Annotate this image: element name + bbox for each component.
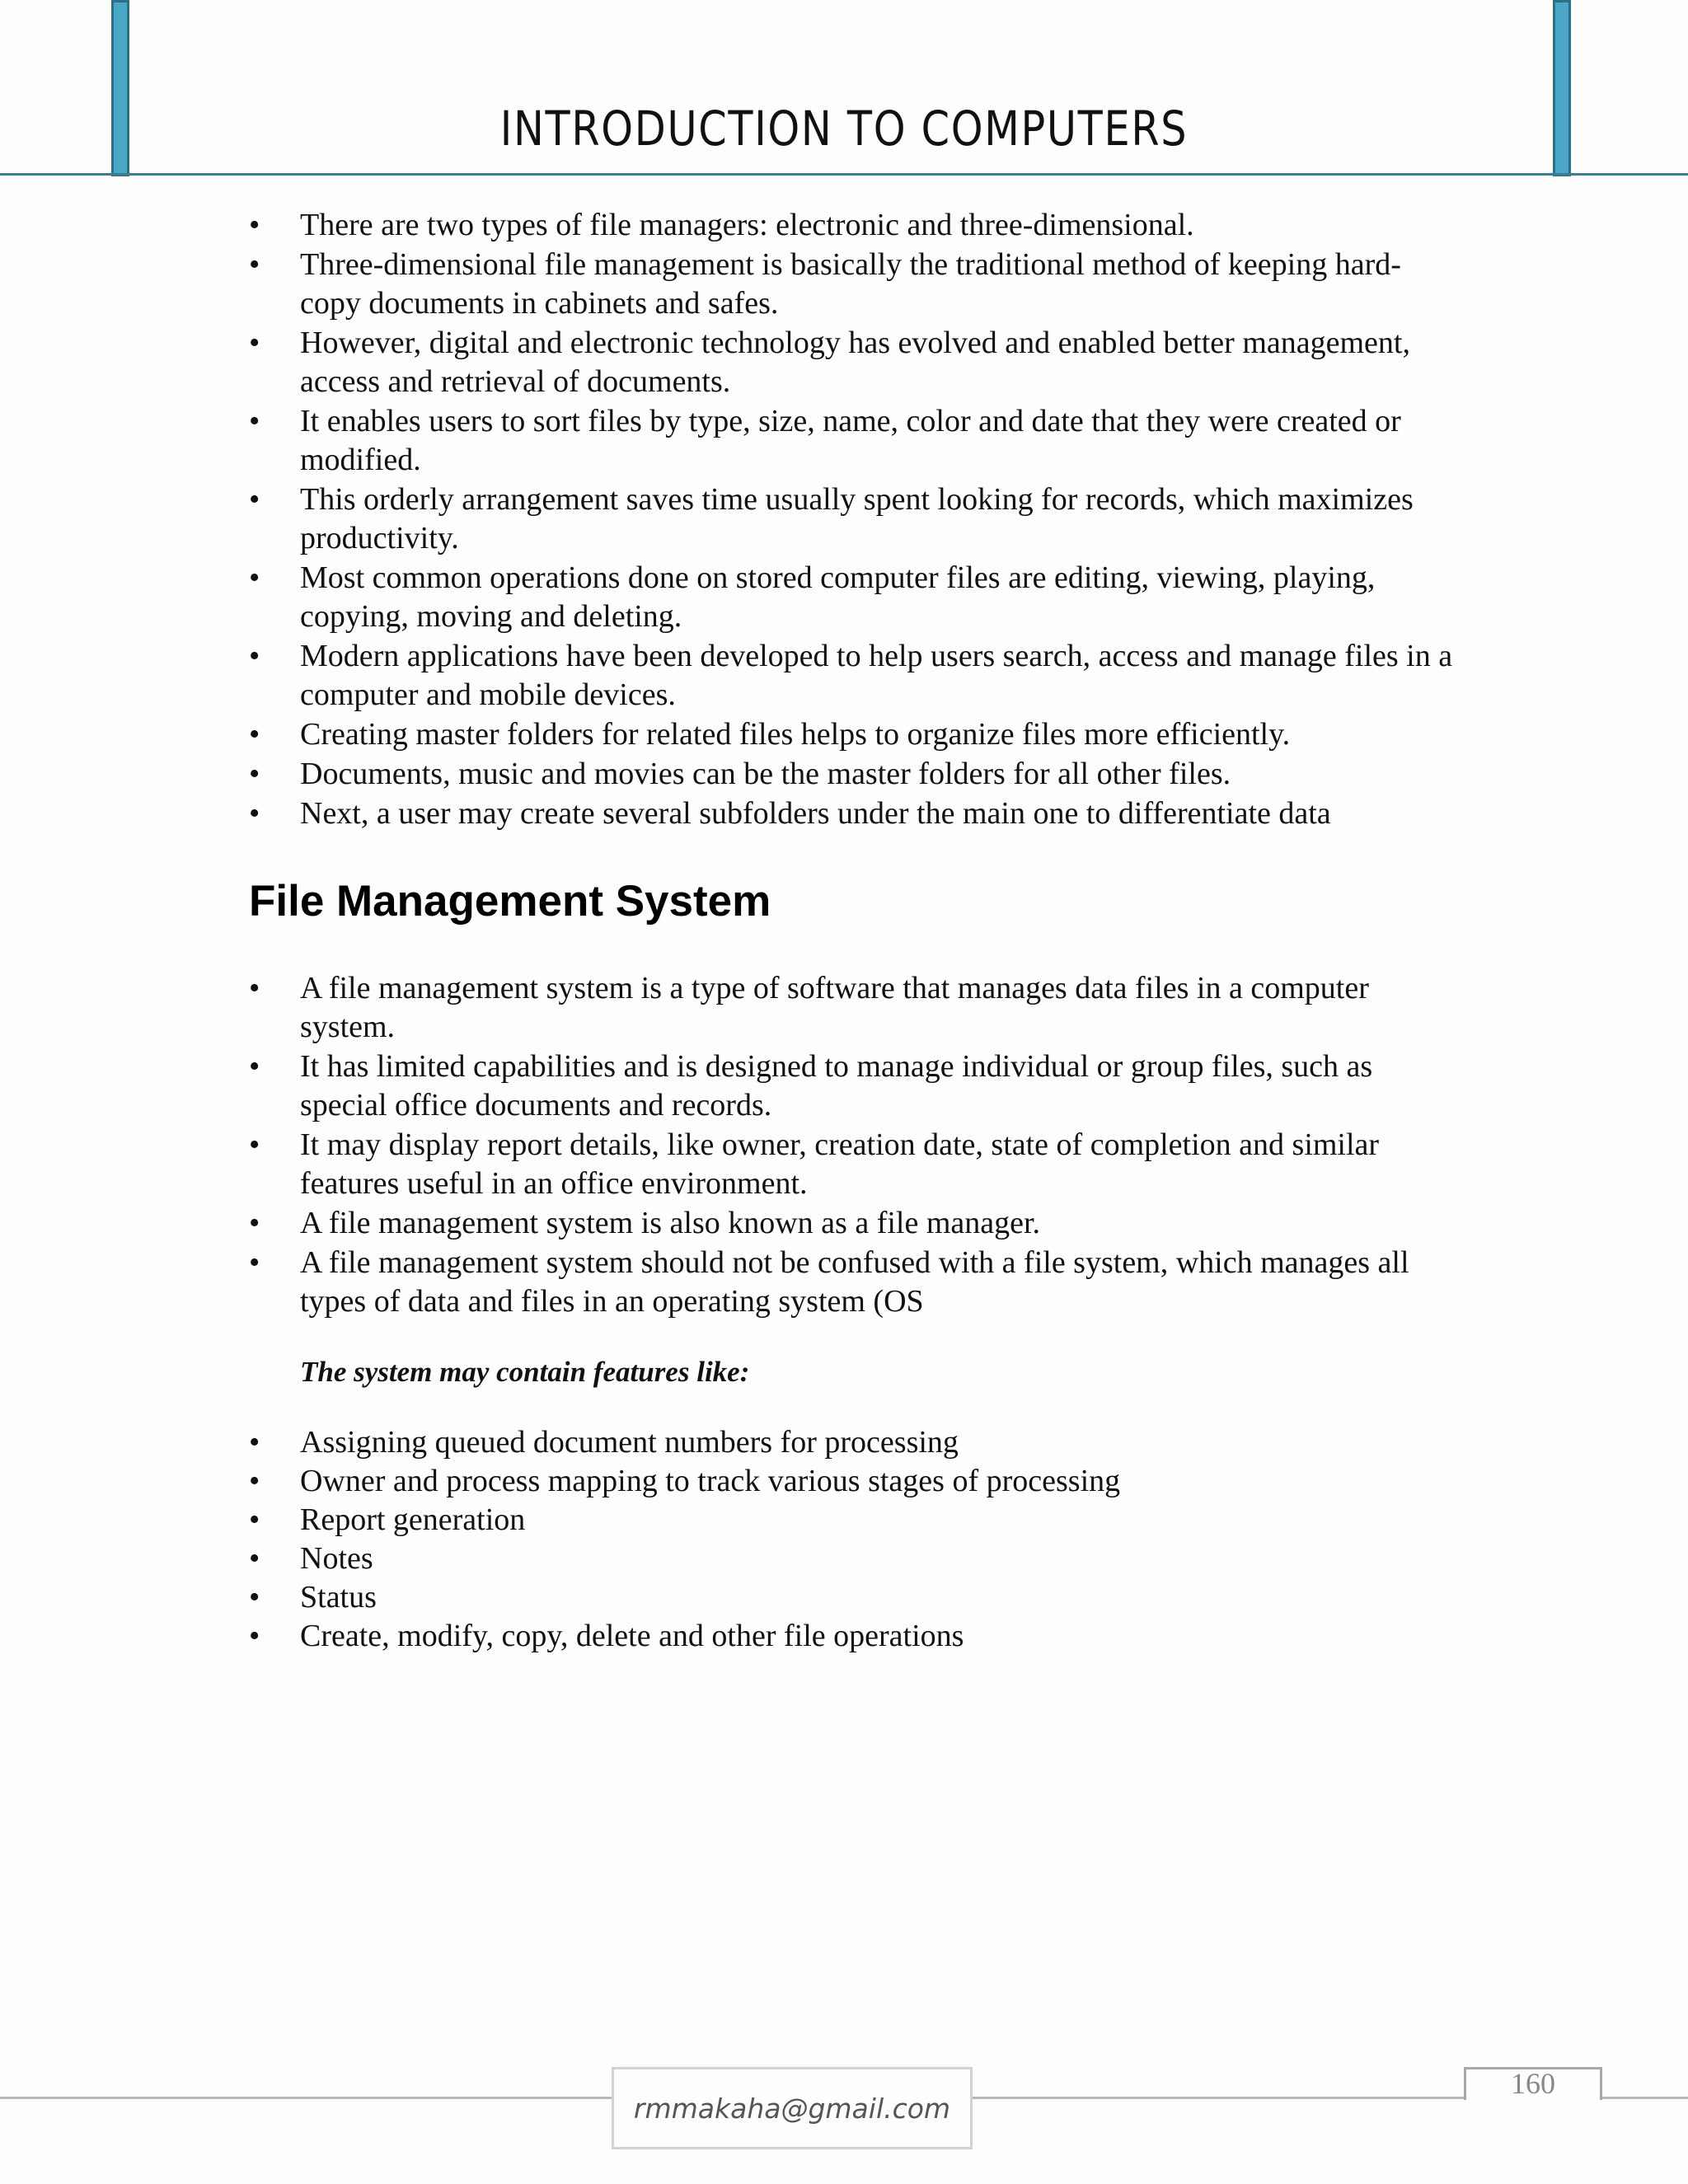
list-item: • There are two types of file managers: electronic and three-dimensional.	[249, 206, 1461, 245]
section-heading: File Management System	[249, 877, 771, 926]
bullet-icon: •	[249, 1619, 260, 1653]
footer-rule-middle	[973, 2097, 1464, 2099]
list-item: • Modern applications have been developed to help users search, access and manage files in a computer and mobile devices.	[249, 639, 1453, 712]
list-item: • Status	[249, 1580, 377, 1615]
bullet-icon: •	[249, 1425, 260, 1460]
footer-rule-right	[1602, 2097, 1688, 2099]
bullet-icon: •	[249, 560, 260, 595]
list-item: • This orderly arrangement saves time usually spent looking for records, which maximizes productivity.	[249, 482, 1414, 555]
page-title: INTRODUCTION TO COMPUTERS	[499, 101, 1189, 157]
bullet-icon: •	[249, 1580, 260, 1615]
bullet-icon: •	[249, 482, 260, 517]
list-item: • Report generation	[249, 1502, 526, 1537]
list-item: • A file management system is also known as a file manager.	[249, 1204, 1461, 1243]
bullet-icon: •	[249, 1206, 260, 1240]
list-item: • Notes	[249, 1541, 373, 1576]
page-number: 160	[1464, 2067, 1602, 2100]
bullet-icon: •	[249, 1541, 260, 1576]
bullet-icon: •	[249, 717, 260, 752]
bullet-icon: •	[249, 1464, 260, 1498]
section-bullet-list	[249, 969, 1461, 1321]
list-item: • It enables users to sort files by type, size, name, color and date that they were created or modified.	[249, 404, 1401, 477]
bullet-icon: •	[249, 1245, 260, 1280]
bullet-icon: •	[249, 639, 260, 673]
intro-bullet-list	[249, 206, 1461, 833]
footer-rule-left	[0, 2097, 612, 2099]
list-item: • Create, modify, copy, delete and other file operations	[249, 1619, 964, 1653]
bullet-icon: •	[249, 326, 260, 360]
features-label: The system may contain features like:	[300, 1356, 750, 1388]
list-item: • It has limited capabilities and is designed to manage individual or group files, such as special office documents and records.	[249, 1049, 1373, 1122]
bullet-icon: •	[249, 247, 260, 282]
list-item: • Creating master folders for related files helps to organize files more efficiently.	[249, 715, 1461, 754]
list-item: • Owner and process mapping to track various stages of processing	[249, 1464, 1121, 1498]
list-item: • Documents, music and movies can be the master folders for all other files.	[249, 755, 1461, 794]
bullet-icon: •	[249, 208, 260, 242]
bullet-icon: •	[249, 1127, 260, 1162]
features-bullet-list	[249, 1423, 1461, 1655]
list-item: • Most common operations done on stored computer files are editing, viewing, playing, copying, moving and deleting.	[249, 560, 1376, 634]
list-item: • A file management system is a type of software that manages data files in a computer system.	[249, 971, 1369, 1044]
list-item: • However, digital and electronic technology has evolved and enabled better management, access and retrieval of documents.	[249, 326, 1410, 399]
footer-email: rmmakaha@gmail.com	[612, 2067, 973, 2149]
bullet-icon: •	[249, 757, 260, 791]
bullet-icon: •	[249, 796, 260, 831]
page-content	[249, 206, 1461, 1656]
list-item: • It may display report details, like owner, creation date, state of completion and similar features useful in an office environment.	[249, 1127, 1380, 1201]
header-rule	[0, 173, 1688, 176]
list-item: • Three-dimensional file management is basically the traditional method of keeping hard-copy documents in cabinets and safes.	[249, 247, 1401, 321]
bullet-icon: •	[249, 404, 260, 438]
bullet-icon: •	[249, 1049, 260, 1084]
list-item: • Next, a user may create several subfolders under the main one to differentiate data	[249, 794, 1461, 833]
bullet-icon: •	[249, 971, 260, 1005]
list-item: • A file management system should not be confused with a file system, which manages all types of data and files in an operating system (OS	[249, 1245, 1409, 1319]
bullet-icon: •	[249, 1502, 260, 1537]
list-item: • Assigning queued document numbers for processing	[249, 1425, 959, 1460]
